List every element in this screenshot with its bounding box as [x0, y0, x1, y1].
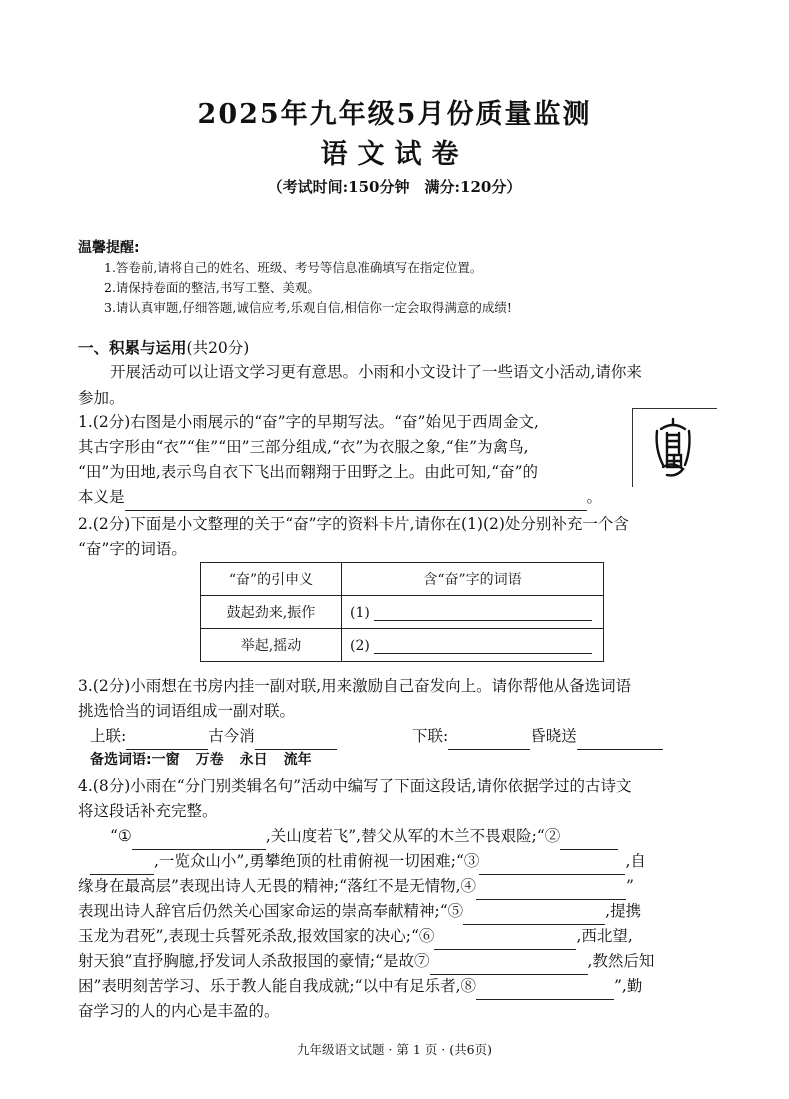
q3-line: 挑选恰当的词语组成一副对联。 [78, 702, 296, 720]
lower-label: 下联: [412, 727, 449, 745]
word-options [90, 746, 312, 774]
q4-text: ”,勤 [614, 977, 643, 995]
options-label: 备选词语: [90, 752, 152, 768]
lower-blank-1[interactable] [448, 731, 530, 750]
q4-text: ,提携 [605, 902, 642, 920]
tip-item: 1.答卷前,请将自己的姓名、班级、考号等信息准确填写在指定位置。 [104, 260, 483, 275]
option-word: 一窗 [151, 752, 180, 768]
section-points: (共20分) [186, 339, 250, 357]
intro-line: 参加。 [78, 389, 125, 407]
q1-prefix: 本义是 [78, 488, 125, 506]
option-word: 流年 [283, 752, 312, 768]
q4-fill-line [78, 897, 641, 925]
fen-info-card-table [200, 562, 604, 662]
answer-slot-label: (2) [350, 637, 370, 654]
table-cell-answer [342, 629, 604, 662]
q2-line: “奋”字的词语。 [78, 540, 187, 558]
table-row [201, 629, 604, 662]
q4-fill-line [78, 922, 633, 950]
q2-answer-blank-2[interactable] [374, 637, 592, 654]
q4-line: 4.(8分)小雨在“分门别类辑名句”活动中编写了下面这段话,请你依据学过的古诗文 [78, 777, 632, 795]
q4-line: 奋学习的人的内心是丰盈的。 [78, 1002, 280, 1020]
exam-subtitle: 语文试卷 [320, 139, 469, 170]
exam-info: （考试时间:150分钟 满分:120分） [267, 178, 522, 196]
page-footer: 九年级语文试题 · 第 1 页 · (共6页) [297, 1042, 492, 1057]
q4-text: ,一览众山小”,勇攀绝顶的杜甫俯视一切困难;“③ [154, 852, 480, 870]
q4-text: 表现出诗人辞官后仍然关心国家命运的崇高奉献精神;“⑤ [78, 902, 464, 920]
table-row [201, 596, 604, 629]
q1-line: 其古字形由“衣”“隹”“田”三部分组成,“衣”为衣服之象,“隹”为禽鸟, [78, 438, 529, 456]
q3-line: 3.(2分)小雨想在书房内挂一副对联,用来激励自己奋发向上。请你帮他从备选词语 [78, 677, 632, 695]
blank-8[interactable] [476, 981, 614, 1000]
q4-text: ,教然后知 [587, 952, 655, 970]
option-word: 永日 [239, 752, 268, 768]
section-title: 一、积累与运用 [78, 339, 187, 357]
q4-line: 将这段话补充完整。 [78, 802, 218, 820]
q4-fill-line [78, 872, 634, 900]
upper-label: 上联: [90, 727, 127, 745]
tips-heading: 温馨提醒: [78, 240, 140, 256]
table-cell-answer [342, 596, 604, 629]
q4-text: 困”表明刻苦学习、乐于教人能自我成就;“以中有足乐者,⑧ [78, 977, 476, 995]
q4-fill-line [78, 947, 654, 975]
q4-text: “① [110, 827, 132, 845]
tip-item: 3.请认真审题,仔细答题,诚信应考,乐观自信,相信你一定会取得满意的成绩! [104, 300, 512, 315]
intro-line: 开展活动可以让语文学习更有意思。小雨和小文设计了一些语文小活动,请你来 [110, 363, 642, 381]
table-cell-meaning: 鼓起劲来,振作 [201, 596, 342, 629]
q1-line: “田”为田地,表示鸟自衣下飞出而翱翔于田野之上。由此可知,“奋”的 [78, 463, 539, 481]
q1-answer-line [78, 483, 602, 511]
q4-text: 玉龙为君死”,表现士兵誓死杀敌,报效国家的决心;“⑥ [78, 927, 435, 945]
table-header-row [201, 563, 604, 596]
lower-mid: 昏晓送 [530, 727, 577, 745]
q4-text: 射天狼”直抒胸臆,抒发词人杀敌报国的豪情;“是故⑦ [78, 952, 430, 970]
table-header-cell: 含“奋”字的词语 [342, 563, 604, 596]
q4-fill-line [110, 822, 618, 850]
q4-text: 缘身在最高层”表现出诗人无畏的精神;“落红不是无情物,④ [78, 877, 476, 895]
table-header-cell: “奋”的引申义 [201, 563, 342, 596]
table-cell-meaning: 举起,摇动 [201, 629, 342, 662]
answer-slot-label: (1) [350, 604, 370, 621]
q1-answer-blank[interactable] [125, 492, 587, 511]
upper-mid: 古今消 [208, 727, 255, 745]
bronze-script-glyph-icon [633, 409, 717, 487]
q4-text: ,关山度若飞”,替父从军的木兰不畏艰险;“② [265, 827, 561, 845]
couplet-lower [412, 722, 663, 750]
q4-text: ” [626, 877, 634, 895]
ancient-fen-character-image [632, 408, 717, 487]
tip-item: 2.请保持卷面的整洁,书写工整、美观。 [104, 280, 320, 295]
lower-blank-2[interactable] [577, 731, 663, 750]
q4-text: ,西北望, [576, 927, 633, 945]
q1-line: 1.(2分)右图是小雨展示的“奋”字的早期写法。“奋”始见于西周金文, [78, 413, 539, 431]
q2-answer-blank-1[interactable] [374, 604, 592, 621]
q4-text: ,自 [625, 852, 646, 870]
q1-suffix: 。 [586, 488, 603, 506]
exam-title: 2025年九年级5月份质量监测 [197, 99, 592, 130]
option-word: 万卷 [195, 752, 224, 768]
q2-line: 2.(2分)下面是小文整理的关于“奋”字的资料卡片,请你在(1)(2)处分别补充一个含 [78, 515, 629, 533]
q4-fill-line [78, 972, 642, 1000]
q4-fill-line [90, 847, 646, 875]
